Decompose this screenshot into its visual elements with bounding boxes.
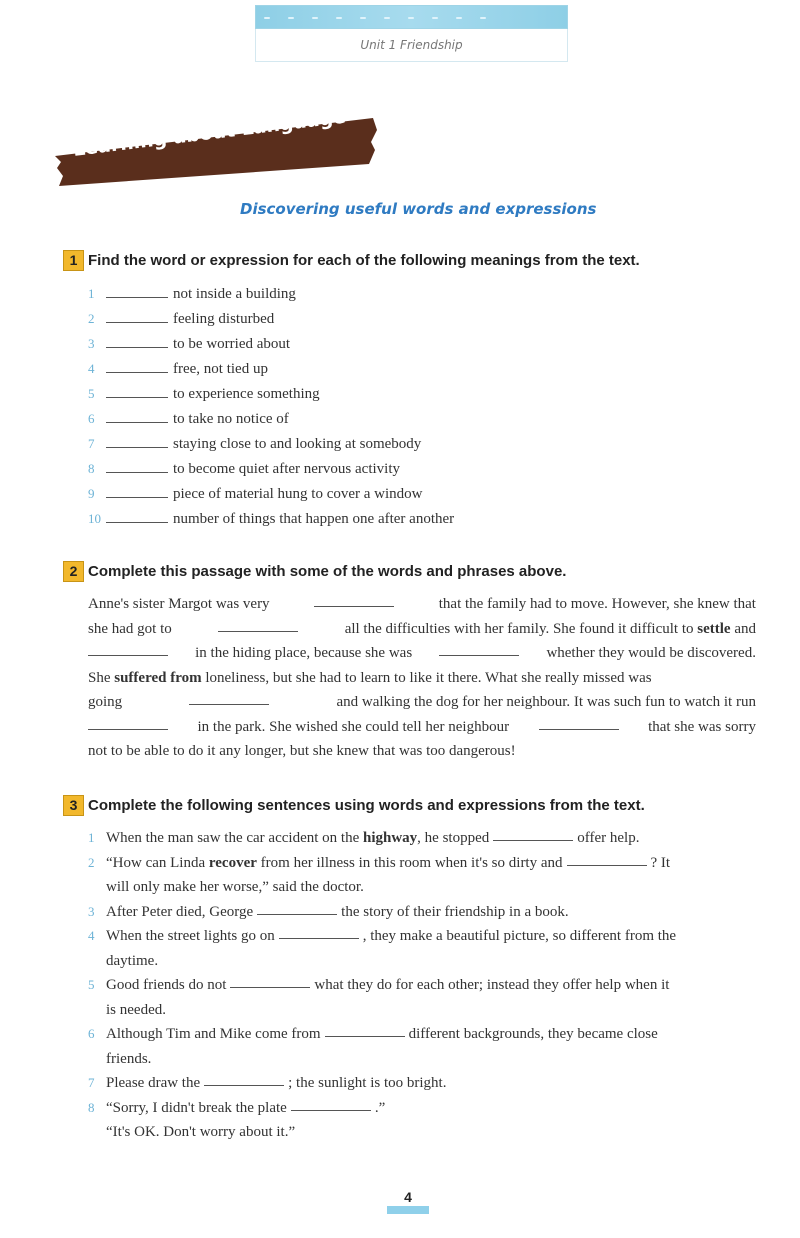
exercise-2-passage: [88, 592, 756, 764]
exercise-number-badge: 2: [63, 561, 84, 582]
item-number: 5: [88, 977, 95, 992]
item-meaning: number of things that happen one after another: [173, 511, 455, 527]
answer-blank[interactable]: [493, 826, 573, 841]
item-meaning: to experience something: [173, 386, 320, 402]
sentence-line: friends.: [106, 1050, 152, 1067]
list-item: [88, 433, 588, 458]
sentence-line: will only make her worse,” said the doctor.: [106, 879, 364, 895]
item-number: 7: [88, 436, 95, 451]
answer-blank[interactable]: [567, 851, 647, 866]
answer-blank[interactable]: [230, 973, 310, 988]
item-number: 1: [88, 286, 95, 301]
item-number: 6: [88, 1026, 95, 1041]
exercise-number-badge: 1: [63, 250, 84, 271]
header-band: [255, 5, 568, 29]
item-number: 8: [88, 461, 95, 476]
answer-blank[interactable]: [291, 1096, 371, 1111]
exercise-number-badge: 3: [63, 795, 84, 816]
item-number: 2: [88, 854, 95, 870]
item-number: 10: [88, 511, 101, 526]
item-number: 7: [88, 1075, 95, 1090]
answer-blank[interactable]: [88, 715, 168, 730]
item-meaning: not inside a building: [173, 286, 296, 302]
section-title: Learning about Language: [71, 105, 347, 161]
item-meaning: staying close to and looking at somebody: [173, 436, 422, 452]
item-number: 8: [88, 1099, 95, 1115]
item-number: 4: [88, 928, 95, 943]
answer-blank[interactable]: [189, 690, 269, 705]
item-number: 9: [88, 486, 95, 501]
item-meaning: feeling disturbed: [173, 311, 275, 327]
answer-blank[interactable]: [106, 358, 168, 373]
answer-blank[interactable]: [106, 458, 168, 473]
item-number: 1: [88, 830, 95, 845]
answer-blank[interactable]: [106, 308, 168, 323]
answer-blank[interactable]: [106, 483, 168, 498]
list-item: [88, 483, 588, 508]
exercise-instruction: Complete the following sentences using words and expressions from the text.: [88, 797, 645, 814]
exercise-2-heading: [63, 561, 566, 582]
passage-line: not to be able to do it any longer, but she knew that was too dangerous!: [88, 743, 516, 759]
sentence-line: 7 Please draw the ; the sunlight is too bright.: [88, 1071, 756, 1096]
passage-line: in the park. She wished she could tell her neighbour that she was sorry: [88, 715, 756, 740]
item-number: 4: [88, 361, 95, 376]
passage-line: she had got to all the difficulties with her family. She found it difficult to settle and: [88, 617, 756, 642]
answer-blank[interactable]: [88, 641, 168, 656]
page-number: 4: [387, 1186, 429, 1214]
answer-blank[interactable]: [106, 333, 168, 348]
answer-blank[interactable]: [314, 592, 394, 607]
item-number: 3: [88, 903, 95, 919]
item-meaning: to take no notice of: [173, 411, 289, 427]
answer-blank[interactable]: [106, 383, 168, 398]
exercise-1-heading: [63, 250, 640, 271]
item-number: 6: [88, 411, 95, 426]
passage-line: in the hiding place, because she was whether they would be discovered.: [88, 641, 756, 666]
item-number: 3: [88, 336, 95, 351]
list-item: [88, 458, 588, 483]
sentence-line: 6 Although Tim and Mike come from different backgrounds, they became close: [88, 1022, 756, 1047]
exercise-instruction: Complete this passage with some of the words and phrases above.: [88, 563, 567, 580]
sentence-line: 5 Good friends do not what they do for each other; instead they offer help when it: [88, 973, 756, 998]
exercise-instruction: Find the word or expression for each of the following meanings from the text.: [88, 252, 640, 269]
exercise-3-list: [88, 826, 756, 1145]
sentence-line: 2 “How can Linda recover from her illness in this room when it's so dirty and ? It: [88, 851, 756, 876]
item-meaning: free, not tied up: [173, 361, 268, 377]
answer-blank[interactable]: [439, 641, 519, 656]
answer-blank[interactable]: [539, 715, 619, 730]
item-meaning: to become quiet after nervous activity: [173, 461, 400, 477]
answer-blank[interactable]: [279, 924, 359, 939]
list-item: [88, 308, 588, 333]
sentence-line: “It's OK. Don't worry about it.”: [106, 1124, 296, 1140]
sentence-line: 8 “Sorry, I didn't break the plate .”: [88, 1096, 756, 1121]
sentence-line: daytime.: [106, 952, 159, 969]
answer-blank[interactable]: [106, 283, 168, 298]
item-meaning: to be worried about: [173, 336, 291, 352]
sentence-line: 1 When the man saw the car accident on the highway , he stopped offer help.: [88, 826, 756, 851]
exercise-1-list: [88, 283, 588, 533]
answer-blank[interactable]: [325, 1022, 405, 1037]
section-banner: [55, 105, 377, 186]
exercise-3-heading: [63, 795, 645, 816]
list-item: [88, 283, 588, 308]
item-number: 2: [88, 311, 95, 326]
list-item: [88, 408, 588, 433]
passage-line: going and walking the dog for her neighbour. It was such fun to watch it run: [88, 690, 756, 715]
list-item: [88, 383, 588, 408]
page-number-bar: [387, 1206, 429, 1214]
answer-blank[interactable]: [218, 617, 298, 632]
passage-line: She suffered from loneliness, but she had to learn to like it there. What she really missed was: [88, 669, 652, 686]
answer-blank[interactable]: [257, 900, 337, 915]
passage-line: Anne's sister Margot was very that the family had to move. However, she knew that: [88, 592, 756, 617]
sentence-line: is needed.: [106, 1001, 166, 1018]
sentence-line: 3 After Peter died, George the story of their friendship in a book.: [88, 900, 756, 925]
unit-title: Unit 1 Friendship: [255, 29, 568, 62]
answer-blank[interactable]: [106, 408, 168, 423]
page-header: [255, 5, 568, 61]
section-subtitle: Discovering useful words and expressions: [240, 200, 597, 218]
list-item: [88, 358, 588, 383]
answer-blank[interactable]: [204, 1071, 284, 1086]
answer-blank[interactable]: [106, 508, 168, 523]
list-item: [88, 508, 588, 533]
sentence-line: 4 When the street lights go on , they make a beautiful picture, so different from the: [88, 924, 756, 949]
answer-blank[interactable]: [106, 433, 168, 448]
list-item: [88, 333, 588, 358]
item-number: 5: [88, 386, 95, 401]
item-meaning: piece of material hung to cover a window: [173, 486, 423, 502]
